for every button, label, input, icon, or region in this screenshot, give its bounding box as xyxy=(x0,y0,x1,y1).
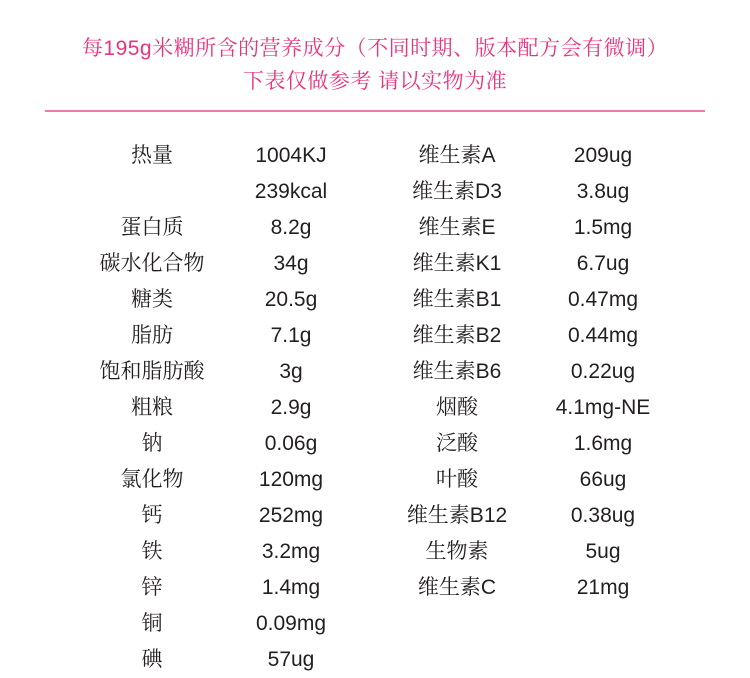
nutrient-value: 0.47mg xyxy=(567,288,639,311)
nutrient-value: 1.5mg xyxy=(573,216,633,239)
nutrient-label: 维生素B2 xyxy=(412,324,502,347)
column-gap xyxy=(355,426,381,462)
nutrient-label: 脂肪 xyxy=(131,324,173,347)
nutrient-label xyxy=(77,174,227,210)
nutrient-label: 维生素B12 xyxy=(406,504,508,527)
column-gap xyxy=(355,498,381,534)
nutrient-label: 叶酸 xyxy=(436,468,478,491)
table-row xyxy=(77,570,673,606)
table-row xyxy=(77,138,673,174)
nutrient-value: 34g xyxy=(273,252,309,275)
table-row xyxy=(77,606,673,642)
nutrient-label: 糖类 xyxy=(131,288,173,311)
title-line-1: 每195g米糊所含的营养成分（不同时期、版本配方会有微调） xyxy=(81,37,669,60)
nutrient-label: 锌 xyxy=(141,576,163,599)
nutrient-label: 维生素B6 xyxy=(412,360,502,383)
nutrient-label: 泛酸 xyxy=(436,432,478,455)
title-divider xyxy=(45,110,705,112)
column-gap xyxy=(355,282,381,318)
nutrient-label: 生物素 xyxy=(425,540,489,563)
nutrient-label: 烟酸 xyxy=(436,396,478,419)
column-gap xyxy=(355,354,381,390)
column-gap xyxy=(355,642,381,678)
column-gap xyxy=(355,462,381,498)
nutrient-label: 维生素B1 xyxy=(412,288,502,311)
table-row xyxy=(77,426,673,462)
nutrient-value: 20.5g xyxy=(264,288,318,311)
nutrient-value: 209ug xyxy=(573,144,633,167)
nutrient-label: 粗粮 xyxy=(131,396,173,419)
nutrient-value: 21mg xyxy=(576,576,630,599)
nutrient-value: 57ug xyxy=(267,648,315,671)
table-row xyxy=(77,534,673,570)
column-gap xyxy=(355,534,381,570)
nutrient-value: 1.6mg xyxy=(573,432,633,455)
nutrient-value: 8.2g xyxy=(270,216,312,239)
column-gap xyxy=(355,606,381,642)
nutrient-value: 3g xyxy=(279,360,303,383)
nutrient-label: 热量 xyxy=(131,144,173,167)
nutrient-label: 维生素A xyxy=(418,144,496,167)
column-gap xyxy=(355,390,381,426)
nutrient-label xyxy=(381,642,533,678)
nutrient-label: 钠 xyxy=(141,432,163,455)
nutrient-label: 氯化物 xyxy=(120,468,184,491)
table-row xyxy=(77,498,673,534)
table-row xyxy=(77,210,673,246)
nutrient-value: 252mg xyxy=(258,504,324,527)
nutrient-value xyxy=(533,606,673,642)
nutrient-value: 1004KJ xyxy=(255,144,327,167)
nutrient-label: 铜 xyxy=(141,612,163,635)
nutrient-value: 4.1mg-NE xyxy=(555,396,651,419)
nutrient-value: 3.8ug xyxy=(576,180,630,203)
nutrient-label: 铁 xyxy=(141,540,163,563)
table-row xyxy=(77,390,673,426)
title-line-2: 下表仅做参考 请以实物为准 xyxy=(242,70,508,93)
nutrient-label: 碳水化合物 xyxy=(99,252,205,275)
nutrition-table-body xyxy=(77,138,673,678)
table-row xyxy=(77,282,673,318)
table-row xyxy=(77,246,673,282)
nutrient-value: 6.7ug xyxy=(576,252,630,275)
nutrient-label: 蛋白质 xyxy=(120,216,184,239)
nutrient-label: 钙 xyxy=(141,504,163,527)
nutrient-value: 0.22ug xyxy=(570,360,636,383)
column-gap xyxy=(355,570,381,606)
nutrient-value: 239kcal xyxy=(254,180,328,203)
nutrition-table-wrap xyxy=(0,138,750,678)
column-gap xyxy=(355,246,381,282)
table-row xyxy=(77,318,673,354)
nutrient-value: 2.9g xyxy=(270,396,312,419)
nutrient-value: 3.2mg xyxy=(261,540,321,563)
table-row xyxy=(77,642,673,678)
nutrient-value: 0.09mg xyxy=(255,612,327,635)
table-row xyxy=(77,354,673,390)
nutrient-label: 维生素C xyxy=(417,576,497,599)
nutrient-value: 0.44mg xyxy=(567,324,639,347)
nutrient-value: 7.1g xyxy=(270,324,312,347)
nutrient-value: 5ug xyxy=(585,540,621,563)
table-row xyxy=(77,462,673,498)
nutrient-label: 维生素D3 xyxy=(412,180,502,203)
column-gap xyxy=(355,174,381,210)
column-gap xyxy=(355,318,381,354)
table-row xyxy=(77,174,673,210)
nutrient-value: 1.4mg xyxy=(261,576,321,599)
nutrient-label: 维生素K1 xyxy=(412,252,502,275)
nutrient-value xyxy=(533,642,673,678)
nutrient-label: 碘 xyxy=(141,648,163,671)
nutrient-value: 0.38ug xyxy=(570,504,636,527)
nutrient-label xyxy=(381,606,533,642)
nutrient-label: 饱和脂肪酸 xyxy=(99,360,205,383)
column-gap xyxy=(355,138,381,174)
nutrient-value: 66ug xyxy=(579,468,627,491)
title-block xyxy=(0,0,750,98)
nutrition-table xyxy=(77,138,673,678)
nutrient-label: 维生素E xyxy=(418,216,496,239)
nutrient-value: 120mg xyxy=(258,468,324,491)
nutrient-value: 0.06g xyxy=(264,432,318,455)
column-gap xyxy=(355,210,381,246)
